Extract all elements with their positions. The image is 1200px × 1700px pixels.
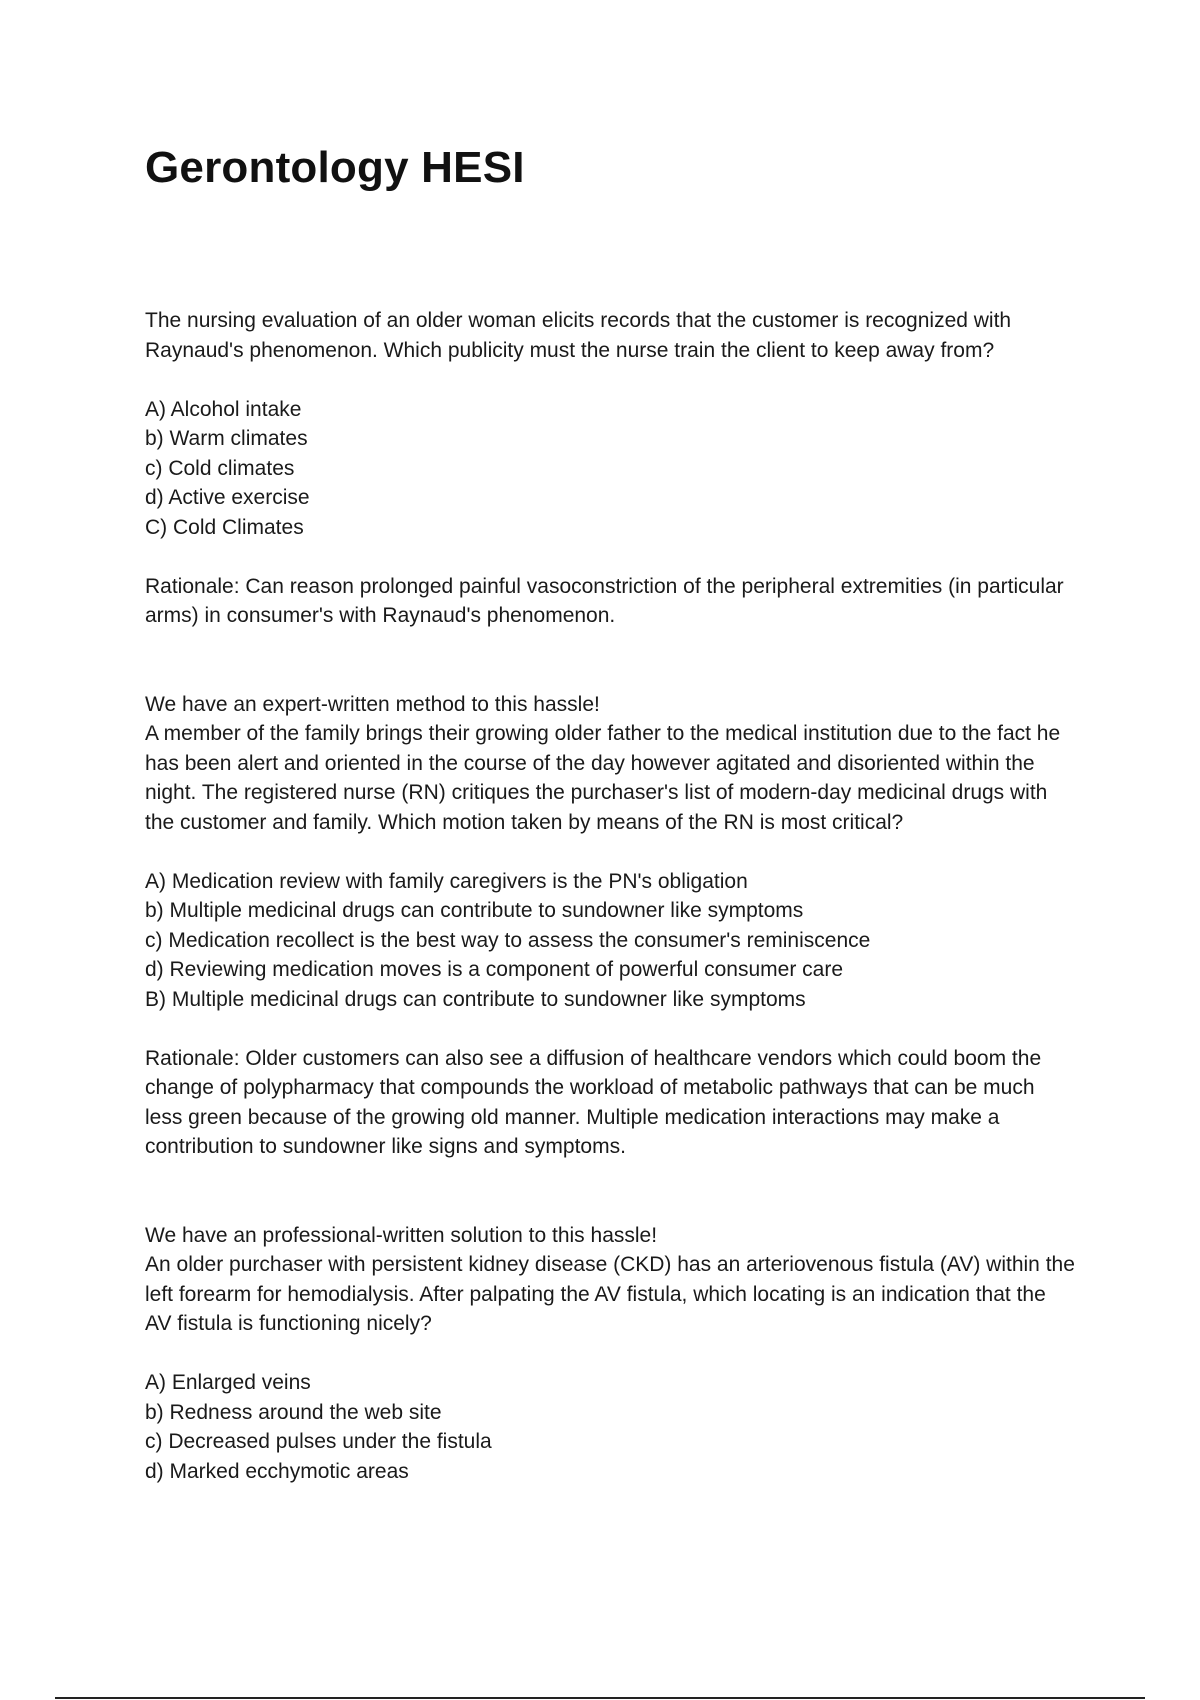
question-block-1 <box>145 306 1075 631</box>
option-a: A) Alcohol intake <box>145 397 302 421</box>
option-a: A) Enlarged veins <box>145 1371 311 1394</box>
option-d: d) Reviewing medication moves is a component of powerful consumer care <box>145 958 843 981</box>
page-bottom-divider <box>55 1697 1145 1699</box>
document-title: Gerontology HESI <box>145 143 525 192</box>
rationale-text: Rationale: Can reason prolonged painful vasoconstriction of the peripheral extremities (in particular arms) in consumer's with Raynaud's phenomenon. <box>145 574 1064 627</box>
question-intro: We have an expert-written method to this hassle! <box>145 692 600 716</box>
option-d: d) Marked ecchymotic areas <box>145 1459 409 1483</box>
option-a: A) Medication review with family caregivers is the PN's obligation <box>145 869 748 893</box>
question-text: A member of the family brings their growing older father to the medical institution due to the fact he has been alert and oriented in the course of the day however agitated and disoriented within the night. The registered nurse (RN) critiques the purchaser's list of modern-day medicinal drugs with the customer and family. Which motion taken by means of the RN is most critical? <box>145 722 1061 834</box>
document-body <box>145 306 1075 1486</box>
option-d: d) Active exercise <box>145 486 310 509</box>
option-c: c) Medication recollect is the best way to assess the consumer's reminiscence <box>145 928 871 952</box>
question-text: An older purchaser with persistent kidney disease (CKD) has an arteriovenous fistula (AV) within the left forearm for hemodialysis. After palpating the AV fistula, which locating is an indication that the AV fistula is functioning nicely? <box>145 1253 1075 1335</box>
question-block-3 <box>145 1221 1075 1487</box>
option-b: b) Redness around the web site <box>145 1400 442 1424</box>
question-block-2 <box>145 690 1075 1162</box>
option-b: b) Warm climates <box>145 427 308 450</box>
question-intro: We have an professional-written solution to this hassle! <box>145 1223 658 1247</box>
rationale-text: Rationale: Older customers can also see a diffusion of healthcare vendors which could boom the change of polypharmacy that compounds the workload of metabolic pathways that can be much less green because of the growing old manner. Multiple medication interactions may make a contribution to sundowner like signs and symptoms. <box>145 1046 1042 1158</box>
correct-answer: B) Multiple medicinal drugs can contribute to sundowner like symptoms <box>145 987 806 1011</box>
option-c: c) Cold climates <box>145 456 295 480</box>
answer-options <box>145 1368 1075 1486</box>
option-b: b) Multiple medicinal drugs can contribute to sundowner like symptoms <box>145 899 804 922</box>
answer-options <box>145 395 1075 543</box>
question-text: The nursing evaluation of an older woman elicits records that the customer is recognized with Raynaud's phenomenon. Which publicity must the nurse train the client to keep away from? <box>145 309 1012 362</box>
correct-answer: C) Cold Climates <box>145 515 304 539</box>
answer-options <box>145 867 1075 1015</box>
option-c: c) Decreased pulses under the fistula <box>145 1430 492 1453</box>
